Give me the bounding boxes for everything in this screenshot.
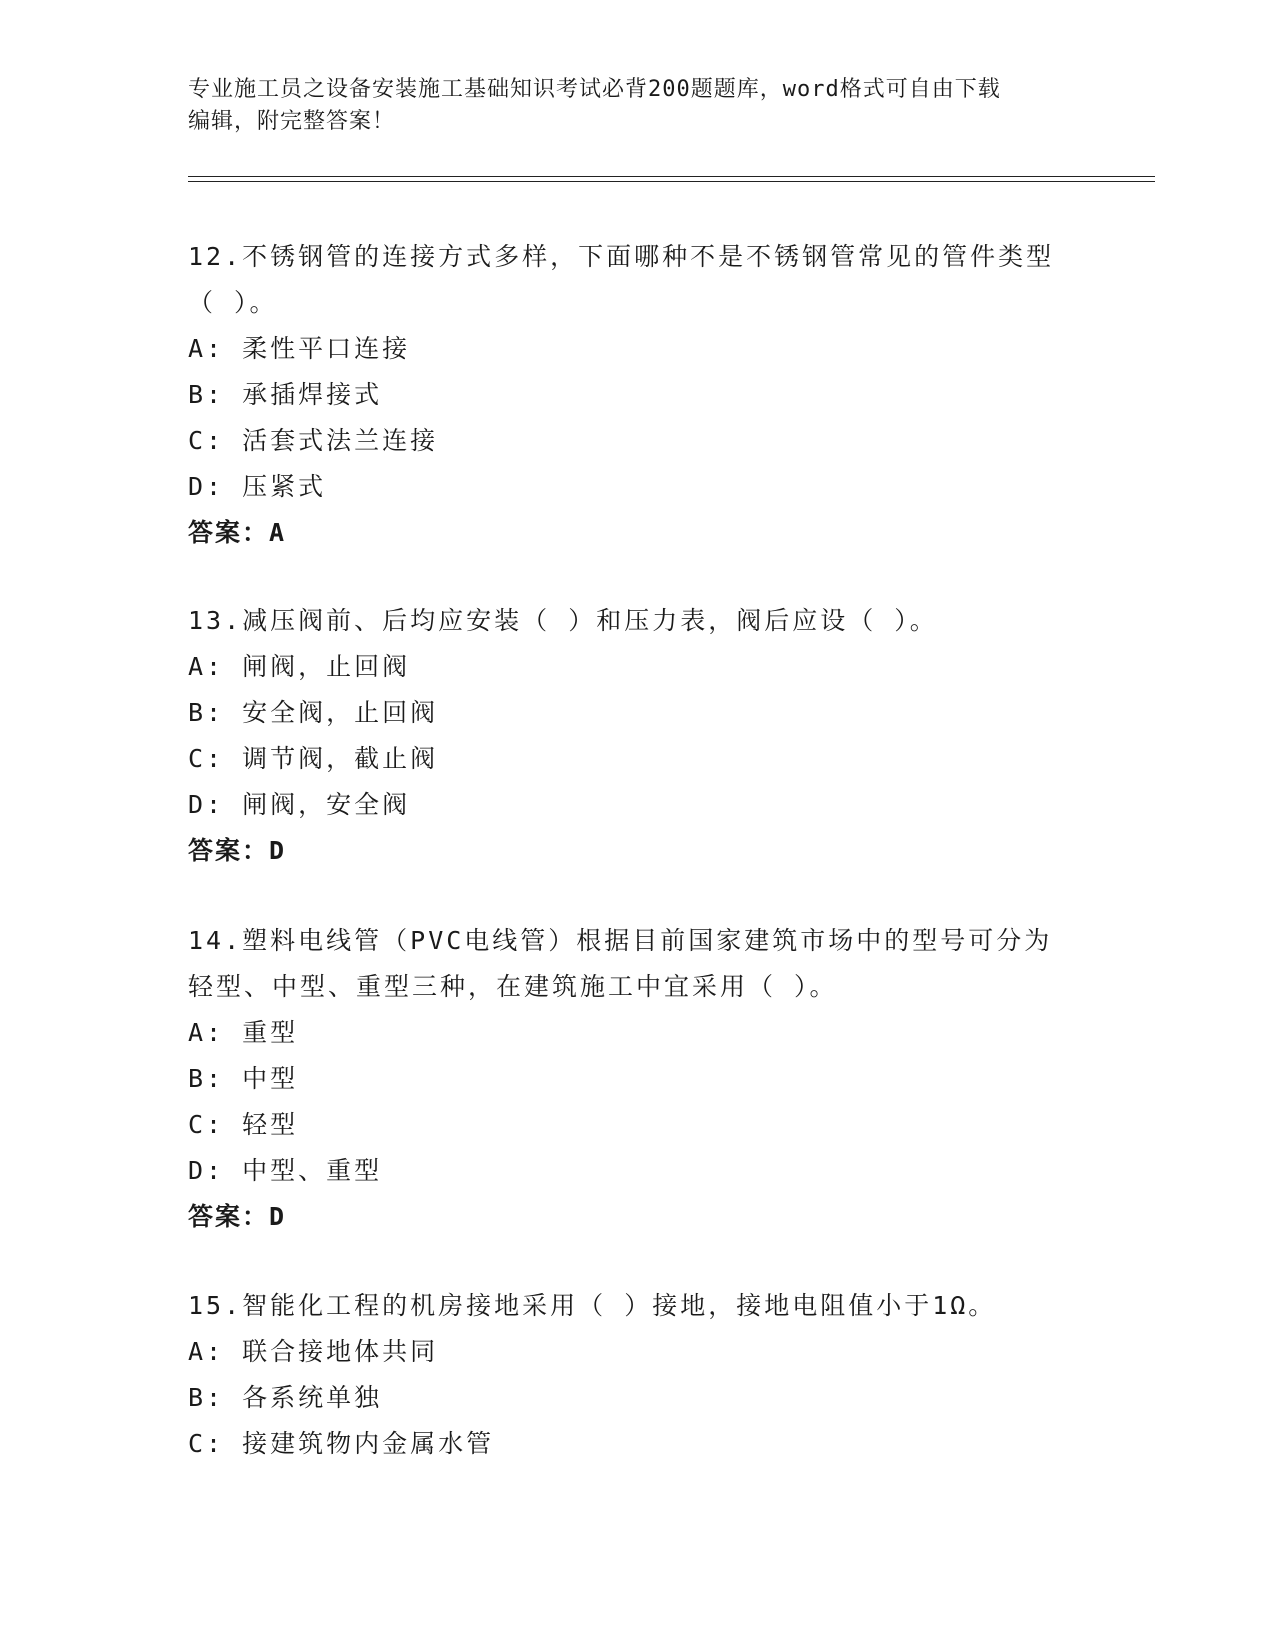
option-c: C: 活套式法兰连接 [188, 426, 439, 455]
header-line-2: 编辑，附完整答案！ [188, 109, 396, 134]
question-12 [188, 234, 1088, 556]
question-stem-line: 13.减压阀前、后均应安装（ ）和压力表，阀后应设（ ）。 [188, 606, 938, 635]
option-d: D: 压紧式 [188, 472, 327, 501]
option-c: C: 调节阀，截止阀 [188, 744, 439, 773]
question-13 [188, 598, 1088, 874]
document-header [188, 74, 1068, 138]
header-divider-bottom [188, 181, 1155, 182]
option-a: A: 重型 [188, 1018, 299, 1047]
option-b: B: 中型 [188, 1064, 299, 1093]
option-b: B: 承插焊接式 [188, 380, 383, 409]
question-stem-line: 轻型、中型、重型三种，在建筑施工中宜采用（ ）。 [188, 972, 838, 1001]
option-a: A: 联合接地体共同 [188, 1337, 439, 1366]
answer: 答案：D [188, 1202, 287, 1231]
option-b: B: 各系统单独 [188, 1383, 383, 1412]
answer: 答案：A [188, 518, 287, 547]
header-divider-top [188, 176, 1155, 177]
question-15 [188, 1283, 1088, 1467]
option-d: D: 中型、重型 [188, 1156, 383, 1185]
option-b: B: 安全阀，止回阀 [188, 698, 439, 727]
option-a: A: 柔性平口连接 [188, 334, 411, 363]
option-d: D: 闸阀，安全阀 [188, 790, 411, 819]
option-a: A: 闸阀，止回阀 [188, 652, 411, 681]
question-stem-line: 14.塑料电线管（PVC电线管）根据目前国家建筑市场中的型号可分为 [188, 926, 1053, 955]
header-line-1: 专业施工员之设备安装施工基础知识考试必背200题题库，word格式可自由下载 [188, 77, 1001, 102]
question-14 [188, 918, 1088, 1240]
question-stem-line: （ ）。 [188, 288, 278, 317]
question-stem-line: 12.不锈钢管的连接方式多样，下面哪种不是不锈钢管常见的管件类型 [188, 242, 1055, 271]
question-stem-line: 15.智能化工程的机房接地采用（ ）接地，接地电阻值小于1Ω。 [188, 1291, 997, 1320]
option-c: C: 接建筑物内金属水管 [188, 1429, 495, 1458]
option-c: C: 轻型 [188, 1110, 299, 1139]
answer: 答案：D [188, 836, 287, 865]
